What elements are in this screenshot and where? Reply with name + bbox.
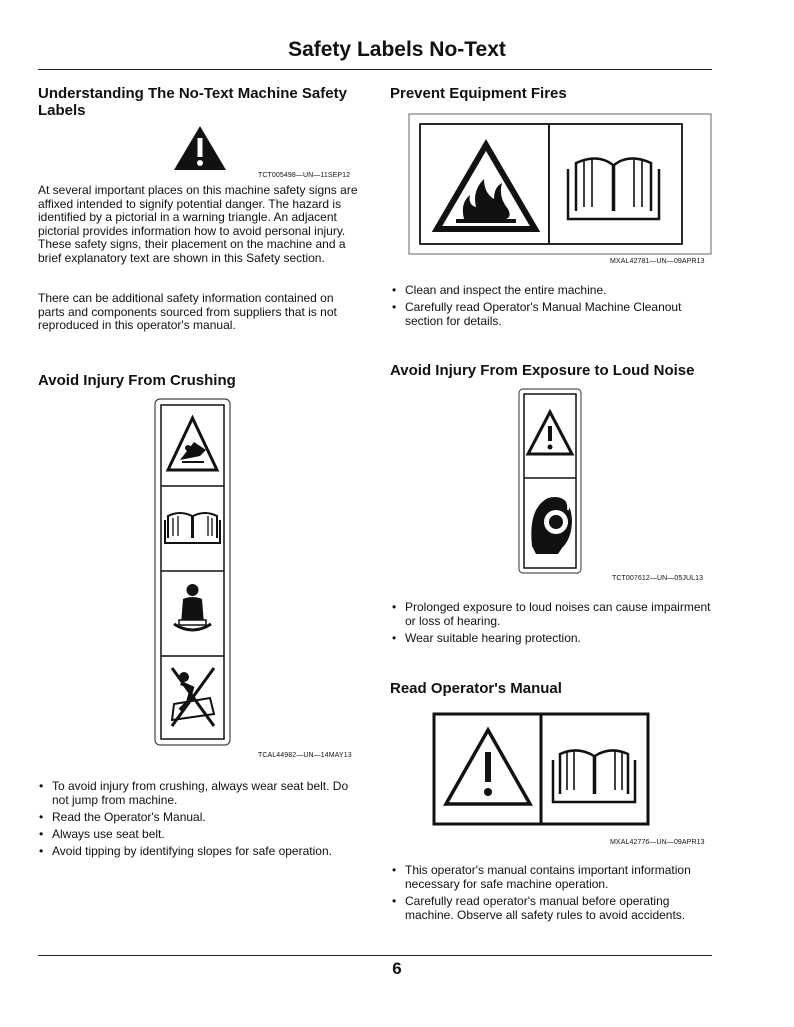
noise-bullet-list [391, 600, 716, 648]
understanding-paragraph-1: At several important places on this machine safety signs are affixed intended to signify potential danger. The hazard is identified by a pictorial in a warning triangle. An adjacent pictorial provides information how to avoid personal injury. These safety signs, their placement on the machine and a brief explanatory text are shown in this Safety section. [38, 183, 358, 265]
understanding-paragraph-2: There can be additional safety information contained on parts and components sourced from suppliers that is not reproduced in this operator's manual. [38, 291, 337, 333]
crushing-safety-label [154, 398, 231, 746]
page-number: 6 [392, 959, 402, 978]
list-item: • Always use seat belt. [38, 827, 363, 841]
crushing-figure-ref: TCAL44982—UN—14MAY13 [258, 752, 352, 759]
list-item: • Read the Operator's Manual. [38, 810, 363, 824]
list-item: • Carefully read operator's manual before operating machine. Observe all safety rules to avoid accidents. [391, 894, 716, 922]
manual-bullet-list [391, 863, 716, 925]
list-item: • Avoid tipping by identifying slopes for safe operation. [38, 844, 363, 858]
manual-figure-ref: MXAL42776—UN—09APR13 [610, 839, 705, 846]
fires-heading: Prevent Equipment Fires [390, 85, 567, 102]
noise-figure-ref: TCT007612—UN—05JUL13 [612, 575, 704, 582]
list-item: • Clean and inspect the entire machine. [391, 283, 716, 297]
warning-triangle-icon [172, 124, 228, 172]
noise-safety-label [518, 388, 582, 574]
list-item: • This operator's manual contains important information necessary for safe machine operation. [391, 863, 716, 891]
list-item: • Prolonged exposure to loud noises can cause impairment or loss of hearing. [391, 600, 716, 628]
manual-heading: Read Operator's Manual [390, 680, 562, 697]
read-manual-safety-label [432, 712, 650, 826]
list-item: • Carefully read Operator's Manual Machine Cleanout section for details. [391, 300, 716, 328]
list-item: • To avoid injury from crushing, always wear seat belt. Do not jump from machine. [38, 779, 363, 807]
understanding-figure-ref: TCT005498—UN—11SEP12 [258, 172, 351, 179]
page-title: Safety Labels No-Text [288, 38, 506, 61]
title-divider [38, 69, 712, 70]
fires-figure-ref: MXAL42781—UN—09APR13 [610, 258, 705, 265]
noise-heading: Avoid Injury From Exposure to Loud Noise [390, 362, 695, 379]
fires-bullet-list [391, 283, 716, 331]
footer-divider [38, 955, 712, 956]
crushing-bullet-list [38, 779, 363, 861]
fire-safety-label [408, 113, 712, 255]
understanding-heading: Understanding The No-Text Machine Safety Labels [38, 85, 347, 119]
list-item: • Wear suitable hearing protection. [391, 631, 716, 645]
crushing-heading: Avoid Injury From Crushing [38, 372, 236, 389]
